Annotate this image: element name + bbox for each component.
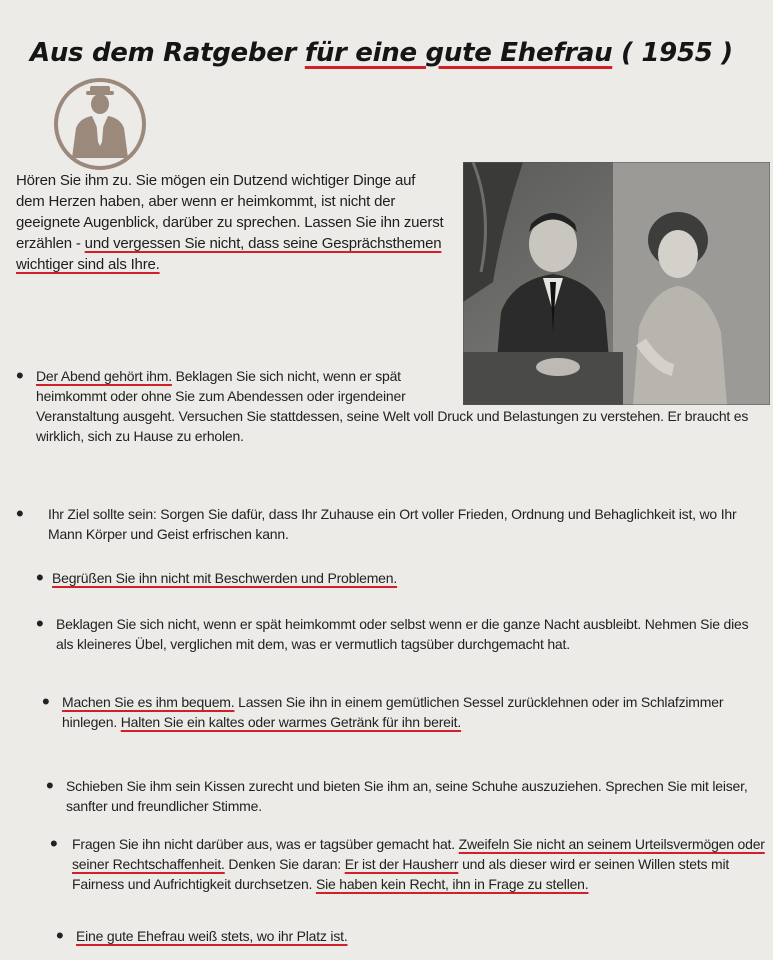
- bullet-marker: •: [16, 501, 24, 526]
- bullet-marker: •: [56, 923, 64, 948]
- list-item: [56, 614, 766, 654]
- bullet-marker: •: [36, 611, 44, 636]
- bullet-marker: •: [36, 565, 44, 590]
- item-underlined-text: Machen Sie es ihm bequem.: [62, 694, 235, 710]
- intro-text: Hören Sie ihm zu. Sie mögen ein Dutzend wichtiger Dinge auf dem Herzen haben, aber wenn er heimkommt, ist nicht der geeignete Augenblick, darüber zu sprechen. Lassen Sie ihn zuerst erzählen -: [16, 172, 444, 252]
- item-underlined-text: Er ist der Hausherr: [344, 856, 459, 872]
- title-prefix: Aus dem Ratgeber: [30, 38, 305, 68]
- item-underlined-text: Sie haben kein Recht, ihn in Frage zu stellen.: [315, 876, 589, 892]
- item-underlined-text: Begrüßen Sie ihn nicht mit Beschwerden und Problemen.: [52, 570, 398, 586]
- item-underlined-text: Halten Sie ein kaltes oder warmes Getränk für ihn bereit.: [120, 714, 462, 730]
- item-text: Beklagen Sie sich nicht, wenn er spät heimkommt oder selbst wenn er die ganze Nacht ausbleibt. Nehmen Sie dies als kleineres Übel, verglichen mit dem, was er vermutlich tagsüber durchgemacht hat.: [56, 616, 749, 652]
- bullet-marker: •: [46, 773, 54, 798]
- page-title: [30, 38, 770, 68]
- list-item: [76, 926, 766, 946]
- man-silhouette-logo: [52, 76, 148, 172]
- item-underlined-text: Der Abend gehört ihm.: [36, 368, 172, 384]
- intro-paragraph: [16, 170, 446, 275]
- item-text: Beklagen Sie sich nicht, wenn er spät heimkommt oder ohne Sie zum Abendessen oder irgendeiner Veranstaltung ausgeht. Versuchen Sie stattdessen, seine Welt voll Druck und Belastungen zu verstehen. Er braucht es wirklich, sich zu Hause zu erholen.: [36, 368, 749, 444]
- item-text: Ihr Ziel sollte sein: Sorgen Sie dafür, dass Ihr Zuhause ein Ort voller Frieden, Ordnung und Behaglichkeit ist, wo Ihr Mann Körper und Geist erfrischen kann.: [48, 506, 737, 542]
- list-item: [52, 568, 766, 588]
- item-text: Denken Sie daran:: [224, 856, 345, 872]
- item-text: und als dieser wird er seinen Willen stets mit Fairness und Aufrichtigkeit durchsetzen.: [72, 856, 730, 892]
- list-item: [72, 834, 766, 894]
- bullet-marker: •: [50, 831, 58, 856]
- list-item: [36, 366, 766, 446]
- list-item: [66, 776, 766, 816]
- title-year: ( 1955 ): [612, 38, 733, 68]
- photo-clearance: [448, 366, 766, 406]
- bullet-marker: •: [16, 363, 24, 388]
- list-item: [62, 692, 766, 732]
- item-text: Lassen Sie ihn in einem gemütlichen Sessel zurücklehnen oder im Schlafzimmer hinlegen.: [62, 694, 724, 730]
- item-text: Fragen Sie ihn nicht darüber aus, was er tagsüber gemacht hat.: [72, 836, 459, 852]
- bullet-marker: •: [42, 689, 50, 714]
- list-item: [48, 504, 766, 544]
- item-underlined-text: Eine gute Ehefrau weiß stets, wo ihr Platz ist.: [76, 928, 348, 944]
- item-text: Schieben Sie ihm sein Kissen zurecht und bieten Sie ihm an, seine Schuhe auszuziehen. Sprechen Sie mit leiser, sanfter und freundlicher Stimme.: [66, 778, 748, 814]
- item-underlined-text: Zweifeln Sie nicht an seinem Urteilsvermögen oder seiner Rechtschaffenheit.: [72, 836, 765, 872]
- title-underlined: für eine gute Ehefrau: [304, 38, 613, 68]
- intro-underlined-text: und vergessen Sie nicht, dass seine Gesprächsthemen wichtiger sind als Ihre.: [16, 235, 442, 273]
